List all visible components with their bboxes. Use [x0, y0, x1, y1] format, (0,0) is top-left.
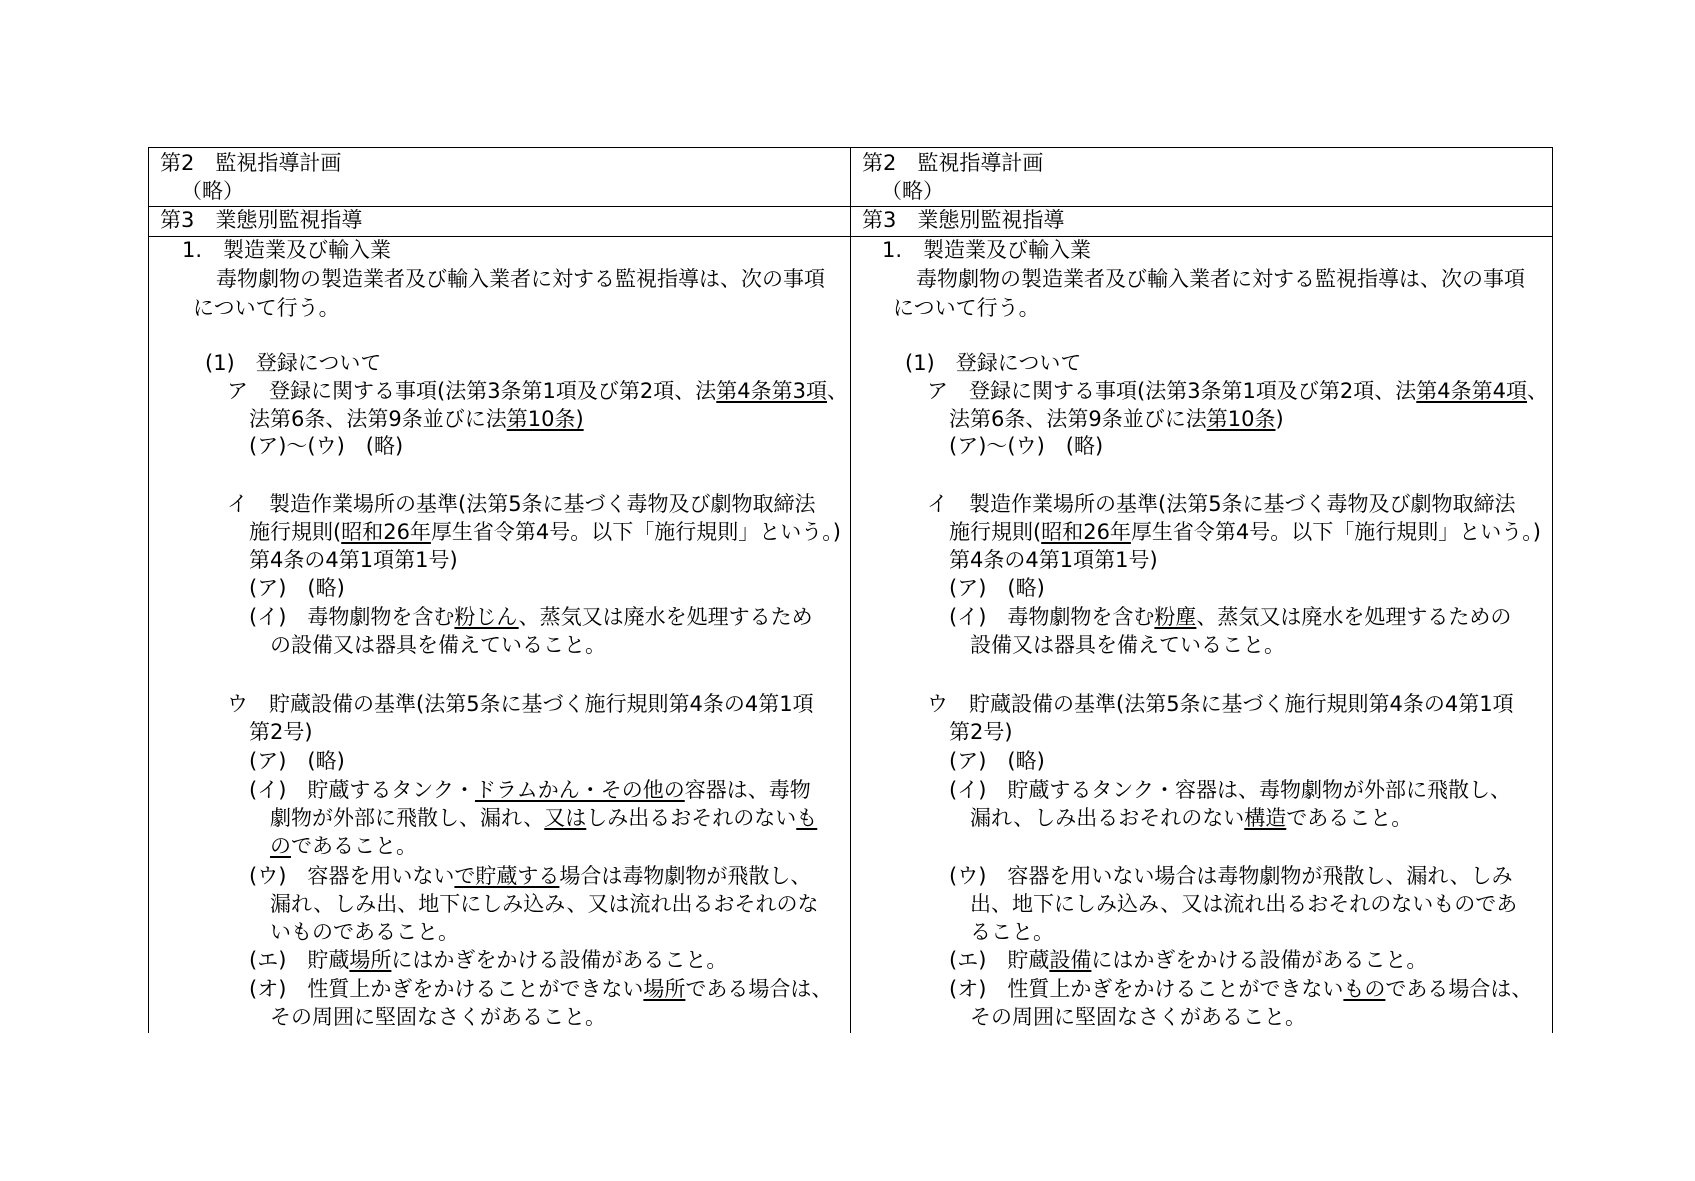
- right-text-line: [949, 575, 1045, 601]
- text-segment: いものであること。: [270, 920, 459, 944]
- text-segment: ウ 貯蔵設備の基準(法第5条に基づく施行規則第4条の4第1項: [927, 692, 1514, 716]
- left-text-line: [249, 947, 727, 973]
- left-text-line: [270, 1004, 606, 1030]
- amended-text: も: [796, 806, 818, 830]
- text-segment: であること。: [1286, 806, 1413, 830]
- right-text-line: [862, 207, 1064, 233]
- text-segment: ): [1275, 407, 1284, 431]
- text-segment: (ア)～(ウ) (略): [249, 434, 404, 458]
- left-text-line: [249, 575, 345, 601]
- text-segment: について行う。: [893, 296, 1040, 320]
- amended-text: 粉塵: [1154, 605, 1197, 629]
- right-text-line: [949, 863, 1513, 889]
- text-segment: (ア) (略): [249, 749, 345, 773]
- text-segment: 厚生省令第4号。以下「施行規則」という。): [430, 520, 841, 544]
- text-segment: について行う。: [193, 296, 340, 320]
- text-segment: （略）: [181, 179, 244, 203]
- text-segment: 第2 監視指導計画: [862, 151, 1044, 175]
- right-text-line: [949, 976, 1532, 1002]
- text-segment: (オ) 性質上かぎをかけることができない: [249, 977, 644, 1001]
- left-text-line: [249, 604, 813, 630]
- amended-text: で貯蔵する: [454, 864, 560, 888]
- text-segment: 第4条の4第1項第1号): [249, 548, 458, 572]
- left-text-line: [181, 178, 244, 204]
- text-segment: その周囲に堅固なさくがあること。: [270, 1005, 606, 1029]
- amended-text: 又は: [544, 806, 587, 830]
- left-text-line: [205, 350, 381, 376]
- amended-text: 粉じん: [454, 605, 519, 629]
- text-segment: しみ出るおそれのない: [586, 806, 797, 830]
- text-segment: （略）: [881, 179, 944, 203]
- text-segment: である場合は、: [1385, 977, 1533, 1001]
- left-text-line: [182, 237, 391, 263]
- right-text-line: [949, 547, 1158, 573]
- left-text-line: [249, 777, 811, 803]
- left-text-line: [227, 491, 816, 517]
- right-text-line: [949, 519, 1541, 545]
- text-segment: 設備又は器具を備えていること。: [970, 633, 1285, 657]
- text-segment: (ウ) 容器を用いない: [249, 864, 455, 888]
- text-segment: (ア) (略): [949, 576, 1045, 600]
- right-text-line: [949, 947, 1427, 973]
- right-text-line: [949, 719, 1013, 745]
- amended-text: の: [270, 834, 291, 858]
- amended-text: 昭和26年: [341, 520, 431, 544]
- left-text-line: [249, 547, 458, 573]
- left-text-line: [270, 891, 819, 917]
- column-divider: [850, 148, 851, 1033]
- text-segment: 第4条の4第1項第1号): [949, 548, 1158, 572]
- text-segment: 、: [827, 379, 849, 403]
- text-segment: 1. 製造業及び輸入業: [182, 238, 392, 262]
- left-text-line: [249, 748, 345, 774]
- right-text-line: [949, 433, 1103, 459]
- right-text-line: [949, 777, 1511, 803]
- left-text-line: [270, 805, 817, 831]
- left-text-line: [249, 433, 403, 459]
- amended-text: 第10条: [1206, 407, 1276, 431]
- text-segment: (イ) 毒物劇物を含む: [249, 605, 455, 629]
- text-segment: (エ) 貯蔵: [249, 948, 350, 972]
- text-segment: (オ) 性質上かぎをかけることができない: [949, 977, 1344, 1001]
- left-text-line: [249, 519, 841, 545]
- amended-text: 第4条第4項: [1416, 379, 1528, 403]
- text-segment: (イ) 毒物劇物を含む: [949, 605, 1155, 629]
- text-segment: 第2号): [249, 720, 313, 744]
- text-segment: (イ) 貯蔵するタンク・容器は、毒物劇物が外部に飛散し、: [949, 778, 1511, 802]
- text-segment: ア 登録に関する事項(法第3条第1項及び第2項、法: [227, 379, 717, 403]
- right-text-line: [970, 891, 1517, 917]
- left-text-line: [160, 150, 341, 176]
- text-segment: 容器は、毒物: [684, 778, 811, 802]
- text-segment: ア 登録に関する事項(法第3条第1項及び第2項、法: [927, 379, 1417, 403]
- left-text-line: [160, 207, 362, 233]
- text-segment: 漏れ、しみ出、地下にしみ込み、又は流れ出るおそれのな: [270, 892, 819, 916]
- right-text-line: [970, 632, 1285, 658]
- text-segment: 第2号): [949, 720, 1013, 744]
- right-text-line: [905, 350, 1081, 376]
- amended-text: 場所: [349, 948, 392, 972]
- amended-text: ドラムかん・その他の: [474, 778, 685, 802]
- right-text-line: [882, 237, 1091, 263]
- right-text-line: [927, 378, 1548, 404]
- text-segment: の設備又は器具を備えていること。: [270, 633, 606, 657]
- text-segment: (エ) 貯蔵: [949, 948, 1050, 972]
- text-segment: 、: [1527, 379, 1549, 403]
- left-text-line: [270, 919, 459, 945]
- left-text-line: [270, 632, 606, 658]
- text-segment: (ア)～(ウ) (略): [949, 434, 1104, 458]
- amended-text: 第4条第3項: [716, 379, 828, 403]
- right-text-line: [927, 491, 1516, 517]
- amended-text: 第10条): [506, 407, 584, 431]
- right-text-line: [970, 919, 1054, 945]
- right-text-line: [949, 406, 1284, 432]
- text-segment: 厚生省令第4号。以下「施行規則」という。): [1130, 520, 1541, 544]
- text-segment: (1) 登録について: [905, 351, 1082, 375]
- amended-text: 場所: [643, 977, 686, 1001]
- text-segment: であること。: [291, 834, 417, 858]
- text-segment: 施行規則(: [949, 520, 1042, 544]
- right-text-line: [949, 604, 1511, 630]
- text-segment: (1) 登録について: [205, 351, 382, 375]
- left-text-line: [249, 863, 811, 889]
- text-segment: (ウ) 容器を用いない場合は毒物劇物が飛散し、漏れ、しみ: [949, 864, 1513, 888]
- text-segment: にはかぎをかける設備があること。: [391, 948, 728, 972]
- right-text-line: [970, 805, 1412, 831]
- right-text-line: [970, 1004, 1306, 1030]
- text-segment: 場合は毒物劇物が飛散し、: [559, 864, 812, 888]
- text-segment: 法第6条、法第9条並びに法: [249, 407, 507, 431]
- left-text-line: [216, 266, 825, 292]
- left-text-line: [249, 719, 313, 745]
- text-segment: 毒物劇物の製造業者及び輸入業者に対する監視指導は、次の事項: [916, 267, 1525, 291]
- text-segment: にはかぎをかける設備があること。: [1091, 948, 1428, 972]
- text-segment: 毒物劇物の製造業者及び輸入業者に対する監視指導は、次の事項: [216, 267, 825, 291]
- text-segment: 法第6条、法第9条並びに法: [949, 407, 1207, 431]
- text-segment: 漏れ、しみ出るおそれのない: [970, 806, 1245, 830]
- text-segment: である場合は、: [685, 977, 833, 1001]
- text-segment: ウ 貯蔵設備の基準(法第5条に基づく施行規則第4条の4第1項: [227, 692, 814, 716]
- text-segment: 施行規則(: [249, 520, 342, 544]
- text-segment: 、蒸気又は廃水を処理するため: [518, 605, 813, 629]
- text-segment: (ア) (略): [949, 749, 1045, 773]
- amended-text: 構造: [1244, 806, 1287, 830]
- text-segment: 出、地下にしみ込み、又は流れ出るおそれのないものであ: [970, 892, 1518, 916]
- right-text-line: [916, 266, 1525, 292]
- text-segment: (イ) 貯蔵するタンク・: [249, 778, 475, 802]
- left-text-line: [227, 378, 848, 404]
- text-segment: ること。: [970, 920, 1054, 944]
- text-segment: 劇物が外部に飛散し、漏れ、: [270, 806, 545, 830]
- text-segment: 第3 業態別監視指導: [160, 208, 363, 232]
- text-segment: 1. 製造業及び輸入業: [882, 238, 1092, 262]
- right-text-line: [881, 178, 944, 204]
- left-text-line: [249, 406, 584, 432]
- text-segment: 第2 監視指導計画: [160, 151, 342, 175]
- left-text-line: [193, 295, 340, 321]
- right-text-line: [949, 748, 1045, 774]
- left-text-line: [270, 833, 417, 859]
- text-segment: イ 製造作業場所の基準(法第5条に基づく毒物及び劇物取締法: [927, 492, 1516, 516]
- amended-text: 設備: [1049, 948, 1092, 972]
- right-text-line: [862, 150, 1043, 176]
- amended-text: もの: [1343, 977, 1386, 1001]
- left-text-line: [249, 976, 832, 1002]
- text-segment: その周囲に堅固なさくがあること。: [970, 1005, 1306, 1029]
- text-segment: (ア) (略): [249, 576, 345, 600]
- left-text-line: [227, 691, 814, 717]
- text-segment: 、蒸気又は廃水を処理するための: [1196, 605, 1512, 629]
- text-segment: 第3 業態別監視指導: [862, 208, 1065, 232]
- amended-text: 昭和26年: [1041, 520, 1131, 544]
- right-text-line: [927, 691, 1514, 717]
- right-text-line: [893, 295, 1040, 321]
- text-segment: イ 製造作業場所の基準(法第5条に基づく毒物及び劇物取締法: [227, 492, 816, 516]
